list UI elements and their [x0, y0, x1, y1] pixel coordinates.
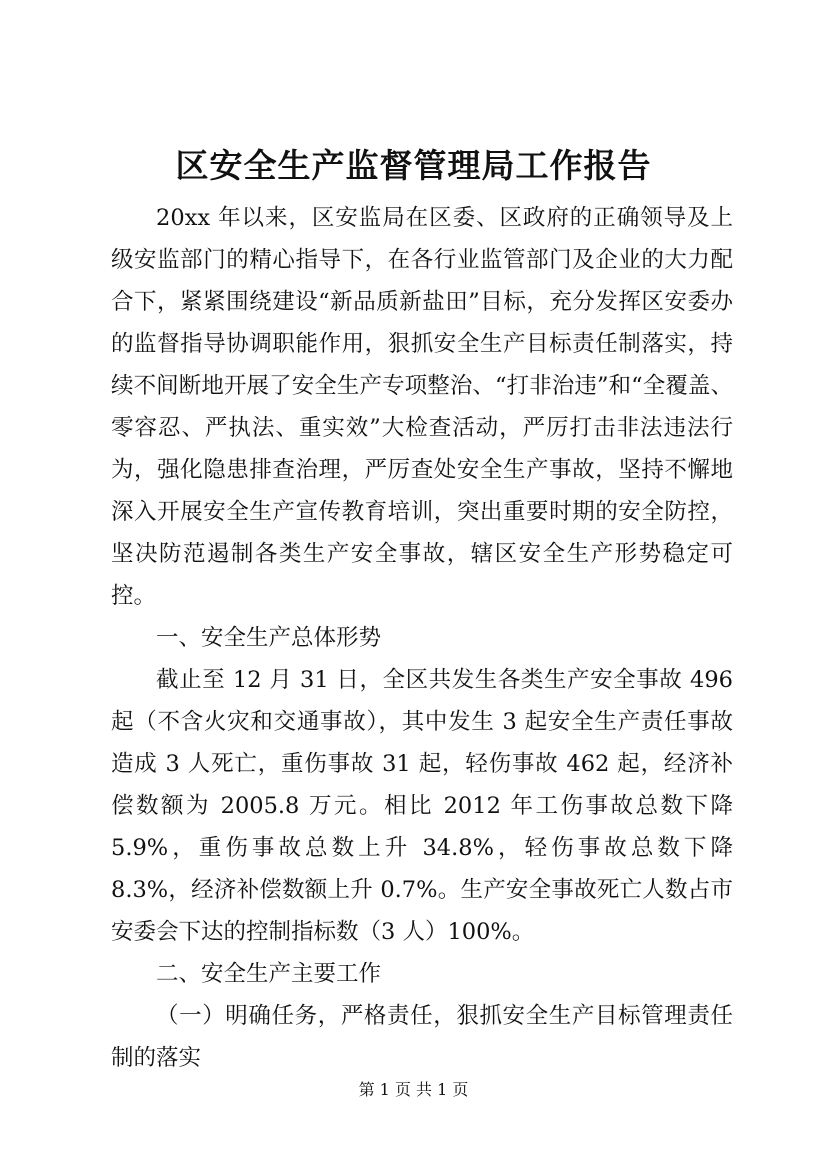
section-heading-main-work: 二、安全生产主要工作 [156, 961, 382, 987]
statistics-paragraph: 截止至 12 月 31 日，全区共发生各类生产安全事故 496 起（不含火灾和交通事故），其中发生 3 起安全生产责任事故造成 3 人死亡，重伤事故 31 起，轻伤事故 462 起，经济补偿数额为 2005.8 万元。相比 2012 年工伤事故总数下降 5.9%，重伤事故总数上升 34.8%，轻伤事故总数下降 8.3%，经济补偿数额上升 0.7%。生产安全事故死亡人数占市安委会下达的控制指标数（3 人）100%。 [111, 667, 733, 945]
document-body [111, 197, 733, 1079]
section-heading-overall-situation: 一、安全生产总体形势 [156, 625, 382, 651]
page-footer: 第 1 页 共 1 页 [358, 1080, 469, 1099]
intro-paragraph: 20xx 年以来，区安监局在区委、区政府的正确领导及上级安监部门的精心指导下，在各行业监管部门及企业的大力配合下，紧紧围绕建设“新品质新盐田”目标，充分发挥区安委办的监督指导协调职能作用，狠抓安全生产目标责任制落实，持续不间断地开展了安全生产专项整治、“打非治违”和“全覆盖、零容忍、严执法、重实效”大检查活动，严厉打击非法违法行为，强化隐患排查治理，严厉查处安全生产事故，坚持不懈地深入开展安全生产宣传教育培训，突出重要时期的安全防控，坚决防范遏制各类生产安全事故，辖区安全生产形势稳定可控。 [111, 205, 733, 609]
subsection-heading-responsibility: （一）明确任务，严格责任，狠抓安全生产目标管理责任制的落实 [111, 1003, 733, 1071]
document-title: 区安全生产监督管理局工作报告 [175, 146, 652, 185]
